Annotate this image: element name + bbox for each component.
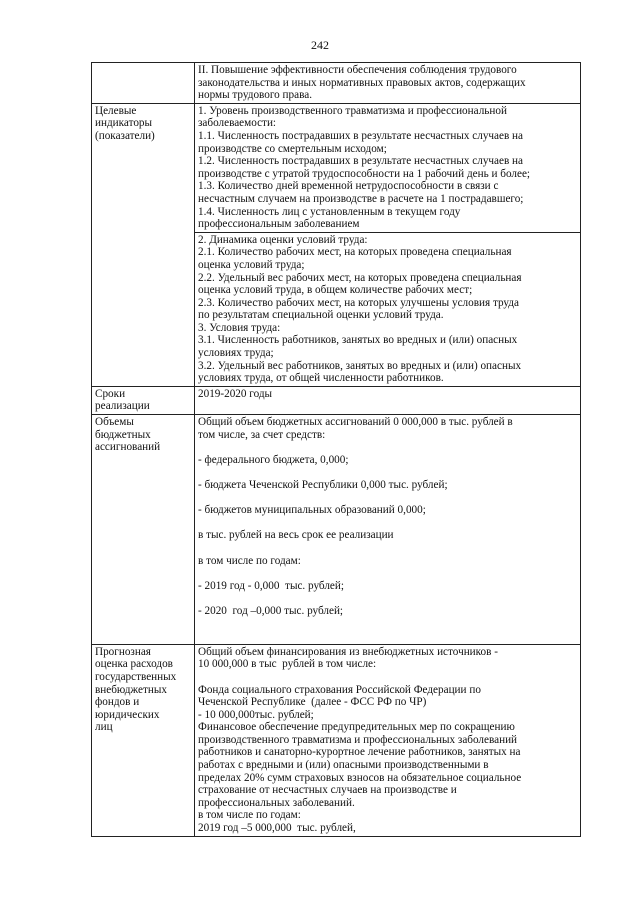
text-line: в том числе по годам:	[198, 809, 301, 822]
label-line: (показатели)	[95, 129, 155, 142]
text-line: Общий объем бюджетных ассигнований 0 000,000 в тыс. рублей в	[198, 416, 513, 429]
label-line: оценка расходов	[95, 658, 173, 671]
text-line: Фонда социального страхования Российской Федерации по	[198, 683, 481, 696]
text-line: условиях труда;	[198, 347, 274, 360]
label-line: Целевые	[95, 104, 137, 117]
text-line: работников и санаторно-курортное лечение работников, занятых на	[198, 746, 521, 759]
text-line: 1. Уровень производственного травматизма и профессиональной	[198, 104, 507, 117]
text-line: Общий объем финансирования из внебюджетных источников -	[198, 645, 498, 658]
text-line: 3. Условия труда:	[198, 321, 281, 334]
label-line: бюджетных	[95, 428, 151, 441]
label-line: государственных	[95, 670, 177, 683]
row-label-offbudget	[92, 644, 195, 836]
text-line: оценка условий труда, в общем количестве рабочих мест;	[198, 284, 473, 297]
text-line: законодательства и иных нормативных правовых актов, содержащих	[198, 76, 526, 89]
offbudget-cell	[195, 644, 581, 836]
text-line: заболеваемости:	[198, 117, 277, 130]
text-line: 1.1. Численность пострадавших в результате несчастных случаев на	[198, 129, 524, 142]
row-label-indicators	[92, 103, 195, 386]
label-line: фондов и	[95, 696, 140, 709]
budget-item: - федерального бюджета, 0,000;	[198, 453, 349, 466]
text-line: работах с вредными и (или) опасными производственными в	[198, 759, 489, 772]
budget-cell	[195, 415, 581, 645]
text-line: несчастным случаем на производстве в расчете на 1 пострадавшего;	[198, 192, 524, 205]
text-line: II. Повышение эффективности обеспечения соблюдения трудового	[198, 64, 517, 76]
label-line: юридических	[95, 708, 160, 721]
text-line: оценка условий труда;	[198, 258, 305, 271]
table-row-terms	[92, 386, 581, 414]
text-line: нормы трудового права.	[198, 89, 312, 102]
text-line: 2.1. Количество рабочих мест, на которых проведена специальная	[198, 246, 512, 259]
table-row-budget	[92, 415, 581, 645]
text-line: 3.2. Удельный вес работников, занятых во вредных и (или) опасных	[198, 359, 522, 372]
label-line: индикаторы	[95, 117, 153, 130]
label-line: лиц	[95, 721, 113, 734]
text-line: профессиональных заболеваний.	[198, 796, 355, 809]
text-line: Финансовое обеспечение предупредительных мер по сокращению	[198, 721, 515, 734]
budget-item: - 2019 год - 0,000 тыс. рублей;	[198, 579, 344, 592]
label-line: Объемы	[95, 416, 134, 429]
page-number: 242	[311, 38, 329, 52]
row-label-empty	[92, 63, 195, 104]
text-line: по результатам специальной оценки условий труда.	[198, 309, 444, 322]
text-line: производстве с утратой трудоспособности на 1 рабочий день и более;	[198, 167, 531, 180]
budget-item: - бюджетов муниципальных образований 0,000;	[198, 504, 426, 517]
text-line: пределах 20% сумм страховых взносов на обязательное социальное	[198, 771, 522, 784]
text-line: условиях труда, от общей численности работников.	[198, 372, 444, 385]
indicators-cell	[195, 103, 581, 232]
label-line: Сроки	[95, 387, 126, 400]
text-line: 2. Динамика оценки условий труда:	[198, 233, 368, 246]
row-label-budget	[92, 415, 195, 645]
terms-cell	[195, 386, 581, 414]
text-line: 2019-2020 годы	[198, 387, 273, 400]
text-line: 1.4. Численность лиц с установленным в текущем году	[198, 205, 461, 218]
budget-item: - 2020 год –0,000 тыс. рублей;	[198, 604, 344, 617]
label-line: внебюджетных	[95, 683, 167, 696]
text-line: - 10 000,000тыс. рублей;	[198, 708, 314, 721]
text-line: 10 000,000 в тыс рублей в том числе:	[198, 658, 377, 671]
indicators-cont-cell	[195, 232, 581, 386]
text-line: 1.3. Количество дней временной нетрудоспособности в связи с	[198, 180, 499, 193]
program-passport-table	[91, 62, 581, 837]
text-line: профессиональным заболеванием	[198, 218, 360, 231]
text-line: том числе, за счет средств:	[198, 428, 326, 441]
table-row-indicators	[92, 103, 581, 232]
text-line: производственного травматизма и профессиональных заболеваний	[198, 733, 518, 746]
text-line: производстве со смертельным исходом;	[198, 142, 387, 155]
section2-cell	[195, 63, 581, 104]
text-line: 2.3. Количество рабочих мест, на которых улучшены условия труда	[198, 296, 519, 309]
budget-item: в тыс. рублей на весь срок ее реализации	[198, 529, 394, 542]
table-row-offbudget	[92, 644, 581, 836]
label-line: ассигнований	[95, 441, 161, 454]
label-line: Прогнозная	[95, 645, 151, 658]
budget-item: - бюджета Чеченской Республики 0,000 тыс. рублей;	[198, 479, 448, 491]
label-line: реализации	[95, 400, 150, 413]
text-line: страхование от несчастных случаев на производстве и	[198, 784, 457, 797]
text-line: 3.1. Численность работников, занятых во вредных и (или) опасных	[198, 334, 518, 347]
table-row-section2	[92, 63, 581, 104]
row-label-terms	[92, 386, 195, 414]
text-line: 2019 год –5 000,000 тыс. рублей,	[198, 822, 356, 835]
text-line: 1.2. Численность пострадавших в результате несчастных случаев на	[198, 155, 524, 168]
text-line: Чеченской Республике (далее - ФСС РФ по ЧР)	[198, 696, 427, 709]
text-line: 2.2. Удельный вес рабочих мест, на которых проведена специальная	[198, 271, 522, 284]
budget-item: в том числе по годам:	[198, 554, 301, 567]
